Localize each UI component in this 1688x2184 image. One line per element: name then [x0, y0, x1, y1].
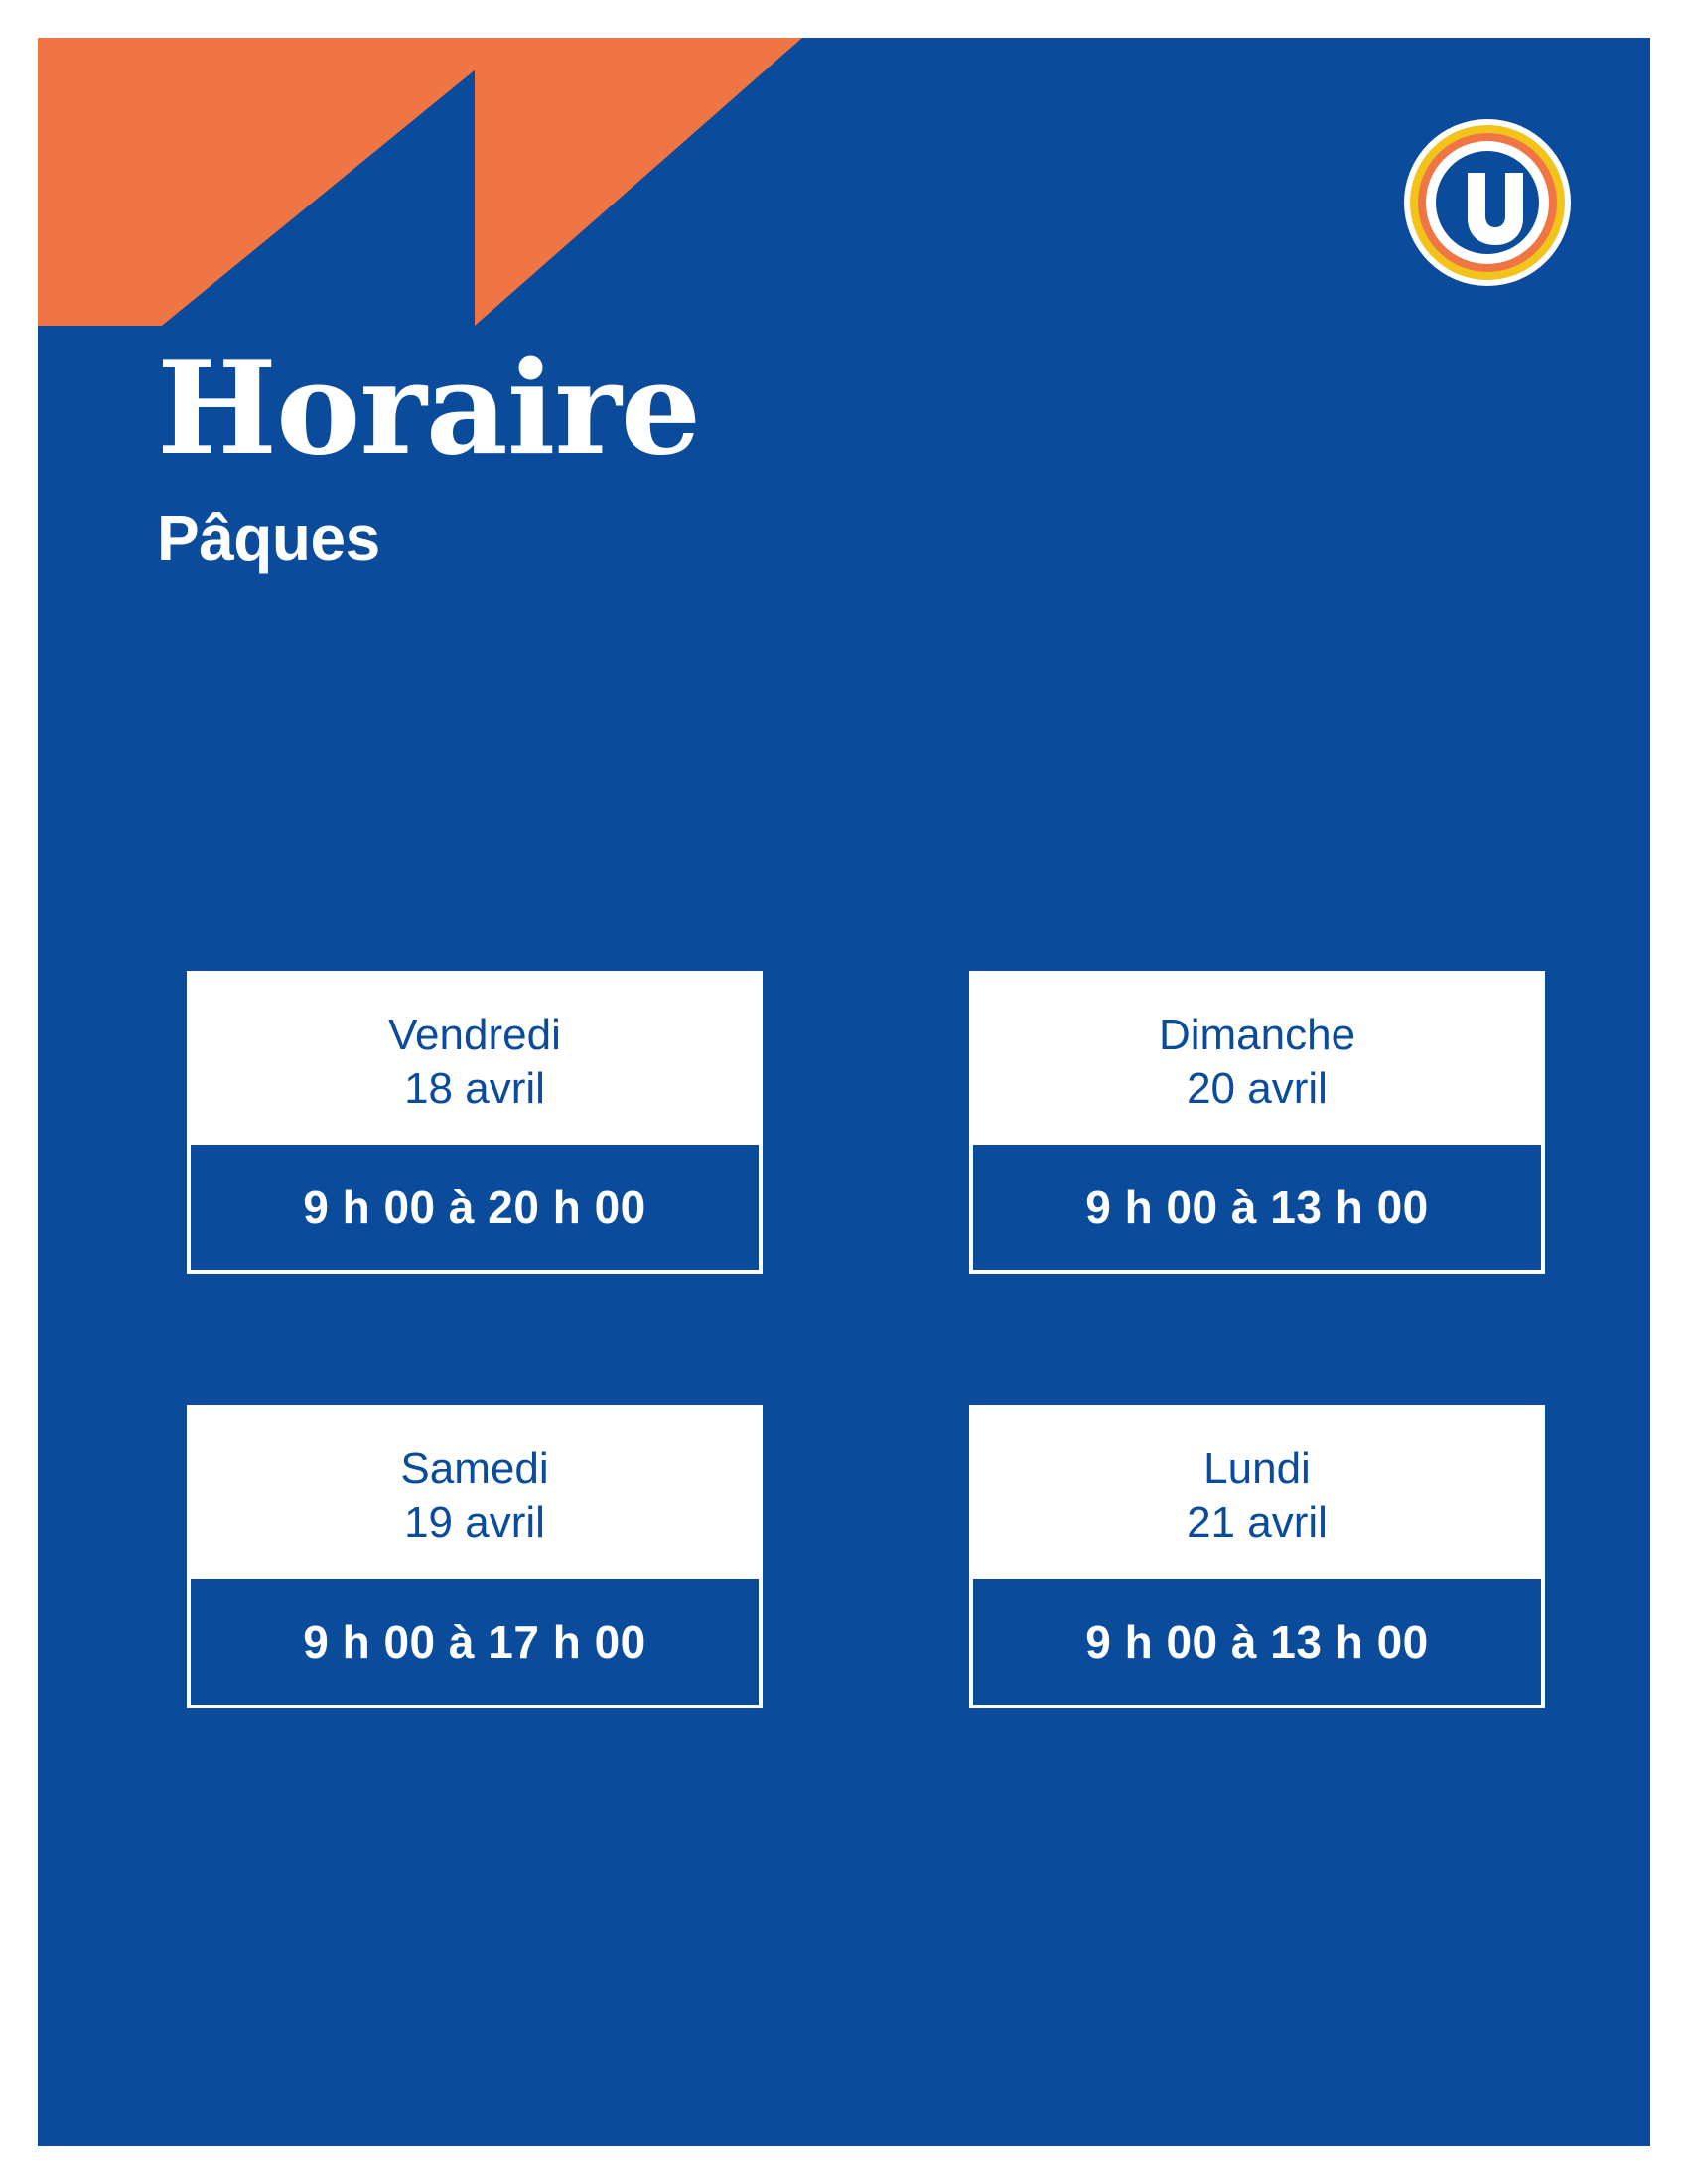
schedule-card — [187, 971, 763, 1274]
schedule-day: Vendredi — [388, 1011, 561, 1059]
page-subtitle: Pâques — [157, 502, 380, 574]
title-block — [157, 335, 1051, 574]
schedule-card-header — [973, 975, 1541, 1145]
schedule-date: 19 avril — [404, 1498, 545, 1548]
schedule-date: 18 avril — [404, 1063, 545, 1113]
page-title: Horaire — [157, 335, 701, 483]
schedule-day: Lundi — [1203, 1444, 1311, 1494]
schedule-date: 21 avril — [1187, 1498, 1328, 1548]
poster — [38, 38, 1650, 2146]
schedule-card — [969, 1405, 1545, 1707]
schedule-card-header — [191, 975, 759, 1145]
schedule-grid — [187, 971, 1537, 1708]
schedule-card-header — [191, 1409, 759, 1578]
schedule-hours: 9 h 00 à 13 h 00 — [973, 1145, 1541, 1270]
schedule-card — [187, 1405, 763, 1707]
schedule-card — [969, 971, 1545, 1274]
schedule-date: 20 avril — [1187, 1063, 1328, 1113]
schedule-hours: 9 h 00 à 13 h 00 — [973, 1579, 1541, 1705]
schedule-card-header — [973, 1409, 1541, 1578]
schedule-day: Dimanche — [1158, 1011, 1356, 1059]
schedule-hours: 9 h 00 à 20 h 00 — [191, 1145, 759, 1270]
u-circle-logo — [1402, 117, 1573, 288]
schedule-hours: 9 h 00 à 17 h 00 — [191, 1579, 759, 1705]
orange-corner-banner — [38, 38, 514, 326]
schedule-day: Samedi — [400, 1444, 549, 1494]
orange-corner-banner-diagonal — [475, 38, 802, 326]
